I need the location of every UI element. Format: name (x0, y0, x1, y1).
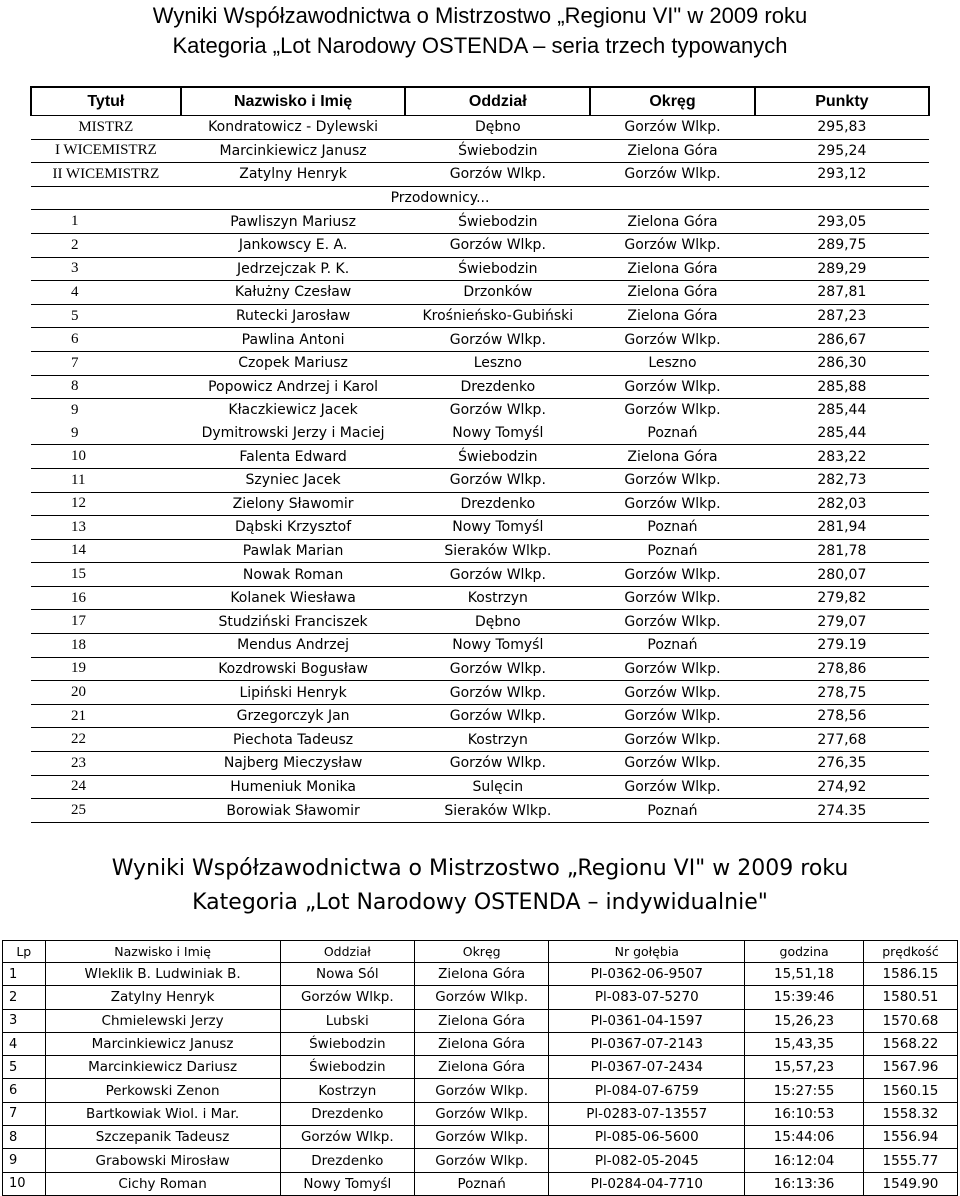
branch-cell: Gorzów Wlkp. (405, 704, 590, 728)
district-cell: Gorzów Wlkp. (590, 163, 755, 187)
time-cell: 16:13:36 (745, 1172, 864, 1195)
name-cell: Falenta Edward (181, 445, 406, 469)
section1-title-line1: Wyniki Współzawodnictwa o Mistrzostwo „Regionu VI" w 2009 roku (152, 3, 808, 28)
branch-cell: Kostrzyn (405, 728, 590, 752)
time-cell: 15:27:55 (745, 1079, 864, 1102)
points-cell: 287,81 (755, 281, 929, 305)
name-cell: Zatylny Henryk (45, 986, 280, 1009)
team-results-table (30, 86, 930, 823)
branch-cell: Nowy Tomyśl (405, 634, 590, 658)
district-cell: Gorzów Wlkp. (414, 1079, 548, 1102)
header-title: Tytuł (31, 87, 181, 116)
time-cell: 15,43,35 (745, 1032, 864, 1055)
points-cell: 274.35 (755, 799, 929, 823)
branch-cell: Krośnieńsko-Gubiński (405, 304, 590, 328)
header-speed: prędkość (863, 941, 957, 963)
rank-cell: 3 (31, 257, 181, 281)
rank-cell: 20 (31, 681, 181, 705)
header-district: Okręg (590, 87, 755, 116)
name-cell: Rutecki Jarosław (181, 304, 406, 328)
time-cell: 16:12:04 (745, 1149, 864, 1172)
name-cell: Zielony Sławomir (181, 492, 406, 516)
branch-cell: Drezdenko (405, 492, 590, 516)
points-cell: 285,44 (817, 402, 867, 419)
name-cell: Grzegorczyk Jan (181, 704, 406, 728)
points-cell: 285,44 (755, 422, 929, 445)
district-cell: Gorzów Wlkp. (590, 728, 755, 752)
table-row (31, 468, 929, 492)
district-cell: Poznań (590, 634, 755, 658)
speed-cell: 1549.90 (863, 1172, 957, 1195)
table-row (31, 704, 929, 728)
table-row (3, 1126, 958, 1149)
time-cell: 15,51,18 (745, 963, 864, 986)
table-row (31, 328, 929, 352)
district-cell: Poznań (414, 1172, 548, 1195)
district-cell: Gorzów Wlkp. (590, 681, 755, 705)
header-time: godzina (745, 941, 864, 963)
titled-row (31, 163, 929, 187)
rank-cell: 7 (31, 351, 181, 375)
section2-title-line2: Kategoria „Lot Narodowy OSTENDA – indywidualnie" (192, 890, 768, 915)
rank-cell: 6 (3, 1079, 46, 1102)
table-row (31, 657, 929, 681)
rank-cell: 17 (31, 610, 181, 634)
points-cell: 289,29 (755, 257, 929, 281)
time-cell: 15:39:46 (745, 986, 864, 1009)
branch-cell: Nowa Sól (280, 963, 414, 986)
header-district: Okręg (414, 941, 548, 963)
points-cell: 286,67 (755, 328, 929, 352)
name-cell: Humeniuk Monika (181, 775, 406, 799)
branch-cell: Dębno (405, 610, 590, 634)
individual-results-header (3, 941, 958, 963)
rank-cell: 2 (31, 233, 181, 257)
branch-cell: Dębno (405, 116, 590, 140)
table-row (3, 986, 958, 1009)
rank-cell: 19 (31, 657, 181, 681)
branch-cell: Świebodzin (405, 257, 590, 281)
rank-cell: 23 (31, 752, 181, 776)
points-cell: 286,30 (755, 351, 929, 375)
table-row (31, 281, 929, 305)
rank-cell: 5 (3, 1056, 46, 1079)
district-cell: Gorzów Wlkp. (590, 233, 755, 257)
name-cell: Lipiński Henryk (181, 681, 406, 705)
rank-cell: 12 (31, 492, 181, 516)
section2-title-line1: Wyniki Współzawodnictwa o Mistrzostwo „Regionu VI" w 2009 roku (111, 856, 849, 881)
district-cell: Zielona Góra (590, 281, 755, 305)
points-cell: 281,94 (755, 516, 929, 540)
rank-cell: 10 (3, 1172, 46, 1195)
rank-cell: 2 (3, 986, 46, 1009)
rank-cell: 1 (31, 210, 181, 234)
points-cell: 277,68 (755, 728, 929, 752)
district-cell: Gorzów Wlkp. (590, 492, 755, 516)
rank-cell: 16 (31, 586, 181, 610)
district-cell: Gorzów Wlkp. (590, 610, 755, 634)
district-cell: Gorzów Wlkp. (590, 116, 755, 140)
points-cell: 274,92 (755, 775, 929, 799)
district-cell: Zielona Góra (414, 1009, 548, 1032)
district-cell: Poznań (590, 516, 755, 540)
branch-cell: Gorzów Wlkp. (405, 233, 590, 257)
district-cell: Gorzów Wlkp. (414, 986, 548, 1009)
ring-cell: Pl-0361-04-1597 (549, 1009, 745, 1032)
name-cell: Pawlak Marian (181, 539, 406, 563)
name-cell: Nowak Roman (181, 563, 406, 587)
leaders-row (31, 186, 929, 210)
district-cell: Gorzów Wlkp. (414, 1102, 548, 1125)
individual-results-table (2, 940, 958, 1196)
time-cell: 15:44:06 (745, 1126, 864, 1149)
name-cell: Kondratowicz - Dylewski (181, 116, 406, 140)
speed-cell: 1570.68 (863, 1009, 957, 1032)
titled-row (31, 139, 929, 163)
table-row (31, 539, 929, 563)
branch-cell: Gorzów Wlkp. (280, 986, 414, 1009)
district-cell: Gorzów Wlkp. (590, 375, 755, 399)
speed-cell: 1567.96 (863, 1056, 957, 1079)
name-cell: Piechota Tadeusz (181, 728, 406, 752)
district-cell: Leszno (590, 351, 755, 375)
header-points: Punkty (755, 87, 929, 116)
header-name: Nazwisko i Imię (181, 87, 406, 116)
name-cell: Kolanek Wiesława (181, 586, 406, 610)
title-cell: MISTRZ (31, 116, 181, 140)
points-cell: 293,05 (755, 210, 929, 234)
branch-cell: Drezdenko (405, 375, 590, 399)
name-cell: Szyniec Jacek (181, 468, 406, 492)
branch-cell: Nowy Tomyśl (405, 422, 590, 445)
table-row (3, 1009, 958, 1032)
name-cell: Kozdrowski Bogusław (181, 657, 406, 681)
table-row (31, 257, 929, 281)
table-row (31, 563, 929, 587)
name-cell: Cichy Roman (45, 1172, 280, 1195)
branch-cell: Świebodzin (405, 445, 590, 469)
district-cell: Zielona Góra (590, 210, 755, 234)
branch-cell: Drzonków (405, 281, 590, 305)
table-row (31, 304, 929, 328)
branch-cell: Gorzów Wlkp. (405, 681, 590, 705)
speed-cell: 1580.51 (863, 986, 957, 1009)
branch-cell: Świebodzin (280, 1056, 414, 1079)
titled-row (31, 116, 929, 140)
ring-cell: Pl-085-06-5600 (549, 1126, 745, 1149)
district-cell: Gorzów Wlkp. (590, 328, 755, 352)
district-cell: Gorzów Wlkp. (590, 468, 755, 492)
speed-cell: 1556.94 (863, 1126, 957, 1149)
table-row (31, 351, 929, 375)
table-row (31, 634, 929, 658)
points-cell: 289,75 (755, 233, 929, 257)
district-cell: Gorzów Wlkp. (590, 775, 755, 799)
ring-cell: Pl-0284-04-7710 (549, 1172, 745, 1195)
branch-cell: Gorzów Wlkp. (449, 402, 546, 419)
rank-cell: 9 (3, 1149, 46, 1172)
section1-title-line2: Kategoria „Lot Narodowy OSTENDA – seria trzech typowanych (172, 33, 788, 58)
district-cell: Poznań (590, 539, 755, 563)
branch-cell: Nowy Tomyśl (405, 516, 590, 540)
rank-cell: 22 (31, 728, 181, 752)
district-cell: Gorzów Wlkp. (590, 657, 755, 681)
district-cell: Zielona Góra (414, 963, 548, 986)
district-cell: Zielona Góra (590, 304, 755, 328)
rank-cell: 5 (31, 304, 181, 328)
branch-cell: Kostrzyn (405, 586, 590, 610)
rank-cell: 6 (31, 328, 181, 352)
name-cell: Jedrzejczak P. K. (181, 257, 406, 281)
branch-cell: Sulęcin (405, 775, 590, 799)
rank-cell: 4 (31, 281, 181, 305)
table-row (3, 1032, 958, 1055)
district-cell: Gorzów Wlkp. (590, 586, 755, 610)
branch-cell: Sieraków Wlkp. (405, 799, 590, 823)
branch-cell: Świebodzin (280, 1032, 414, 1055)
rank-cell: 25 (31, 799, 181, 823)
ring-cell: Pl-083-07-5270 (549, 986, 745, 1009)
table-row (3, 1172, 958, 1195)
team-results-header (31, 87, 929, 116)
table-row (3, 1102, 958, 1125)
branch-cell: Gorzów Wlkp. (405, 657, 590, 681)
points-cell: 287,23 (755, 304, 929, 328)
points-cell: 279,07 (755, 610, 929, 634)
table-row (31, 752, 929, 776)
rank-cell: 13 (31, 516, 181, 540)
points-cell: 283,22 (755, 445, 929, 469)
district-cell: Gorzów Wlkp. (590, 563, 755, 587)
speed-cell: 1558.32 (863, 1102, 957, 1125)
rank-cell: 1 (3, 963, 46, 986)
district-cell: Poznań (590, 422, 755, 445)
district-cell: Zielona Góra (414, 1056, 548, 1079)
name-cell: Marcinkiewicz Janusz (181, 139, 406, 163)
ring-cell: Pl-0362-06-9507 (549, 963, 745, 986)
district-cell: Gorzów Wlkp. (624, 402, 721, 419)
table-row (3, 1056, 958, 1079)
district-cell: Gorzów Wlkp. (590, 752, 755, 776)
table-row (3, 963, 958, 986)
name-cell: Pawliszyn Mariusz (181, 210, 406, 234)
title-cell: I WICEMISTRZ (31, 139, 181, 163)
branch-cell: Gorzów Wlkp. (405, 163, 590, 187)
branch-cell: Lubski (280, 1009, 414, 1032)
speed-cell: 1560.15 (863, 1079, 957, 1102)
header-ring: Nr gołębia (549, 941, 745, 963)
table-row (31, 586, 929, 610)
name-cell: Chmielewski Jerzy (45, 1009, 280, 1032)
branch-cell: Drezdenko (280, 1149, 414, 1172)
leaders-label: Przodownicy... (31, 186, 929, 210)
speed-cell: 1586.15 (863, 963, 957, 986)
points-cell: 278,86 (755, 657, 929, 681)
district-cell: Zielona Góra (590, 445, 755, 469)
ring-cell: Pl-0283-07-13557 (549, 1102, 745, 1125)
ring-cell: Pl-084-07-6759 (549, 1079, 745, 1102)
table-row (31, 610, 929, 634)
name-cell: Kałużny Czesław (181, 281, 406, 305)
name-cell: Szczepanik Tadeusz (45, 1126, 280, 1149)
name-cell: Studziński Franciszek (181, 610, 406, 634)
name-cell: Najberg Mieczysław (181, 752, 406, 776)
rank-cell: 21 (31, 704, 181, 728)
table-row (31, 445, 929, 469)
table-row (31, 516, 929, 540)
name-cell: Kłaczkiewicz Jacek (228, 402, 358, 419)
table-row (31, 375, 929, 399)
district-cell: Zielona Góra (590, 257, 755, 281)
points-cell: 276,35 (755, 752, 929, 776)
speed-cell: 1555.77 (863, 1149, 957, 1172)
points-cell: 295,83 (755, 116, 929, 140)
branch-cell: Gorzów Wlkp. (280, 1126, 414, 1149)
table-row (31, 492, 929, 516)
table-row (3, 1149, 958, 1172)
table-row (3, 1079, 958, 1102)
district-cell: Gorzów Wlkp. (414, 1126, 548, 1149)
table-row (31, 233, 929, 257)
points-cell: 285,88 (755, 375, 929, 399)
points-cell: 280,07 (755, 563, 929, 587)
name-cell: Grabowski Mirosław (45, 1149, 280, 1172)
rank-cell: 3 (3, 1009, 46, 1032)
name-cell: Perkowski Zenon (45, 1079, 280, 1102)
table-row (31, 799, 929, 823)
branch-cell: Kostrzyn (280, 1079, 414, 1102)
header-branch: Oddział (405, 87, 590, 116)
branch-cell: Gorzów Wlkp. (405, 468, 590, 492)
branch-cell: Leszno (405, 351, 590, 375)
branch-cell: Gorzów Wlkp. (405, 328, 590, 352)
header-branch: Oddział (280, 941, 414, 963)
branch-cell: Gorzów Wlkp. (405, 563, 590, 587)
name-cell: Marcinkiewicz Janusz (45, 1032, 280, 1055)
table-row (31, 210, 929, 234)
name-cell: Wleklik B. Ludwiniak B. (45, 963, 280, 986)
name-cell: Pawlina Antoni (181, 328, 406, 352)
points-cell: 279.19 (755, 634, 929, 658)
rank-cell: 4 (3, 1032, 46, 1055)
name-cell: Dąbski Krzysztof (181, 516, 406, 540)
header-lp: Lp (3, 941, 46, 963)
time-cell: 15,26,23 (745, 1009, 864, 1032)
name-cell: Mendus Andrzej (181, 634, 406, 658)
name-cell: Czopek Mariusz (181, 351, 406, 375)
rank-cell: 9 (31, 422, 181, 445)
time-cell: 15,57,23 (745, 1056, 864, 1079)
table-row (31, 775, 929, 799)
rank-cell: 8 (3, 1126, 46, 1149)
name-cell: Jankowscy E. A. (181, 233, 406, 257)
name-cell: Borowiak Sławomir (181, 799, 406, 823)
title-cell: II WICEMISTRZ (31, 163, 181, 187)
name-cell: Dymitrowski Jerzy i Maciej (181, 422, 406, 445)
rank-cell: 10 (31, 445, 181, 469)
points-cell: 279,82 (755, 586, 929, 610)
rank-cell: 24 (31, 775, 181, 799)
header-name: Nazwisko i Imię (45, 941, 280, 963)
district-cell: Gorzów Wlkp. (590, 704, 755, 728)
speed-cell: 1568.22 (863, 1032, 957, 1055)
rank-cell: 7 (3, 1102, 46, 1125)
district-cell: Poznań (590, 799, 755, 823)
time-cell: 16:10:53 (745, 1102, 864, 1125)
points-cell: 282,73 (755, 468, 929, 492)
table-row (31, 422, 929, 445)
branch-cell: Świebodzin (405, 210, 590, 234)
ring-cell: Pl-0367-07-2434 (549, 1056, 745, 1079)
district-cell: Zielona Góra (590, 139, 755, 163)
table-row (31, 728, 929, 752)
rank-cell: 14 (31, 539, 181, 563)
name-cell: Bartkowiak Wiol. i Mar. (45, 1102, 280, 1125)
branch-cell: Świebodzin (405, 139, 590, 163)
rank-cell: 15 (31, 563, 181, 587)
table-row (31, 681, 929, 705)
branch-cell: Drezdenko (280, 1102, 414, 1125)
branch-cell: Sieraków Wlkp. (405, 539, 590, 563)
rank-cell: 11 (31, 468, 181, 492)
name-cell: Marcinkiewicz Dariusz (45, 1056, 280, 1079)
district-cell: Gorzów Wlkp. (414, 1149, 548, 1172)
ring-cell: Pl-0367-07-2143 (549, 1032, 745, 1055)
points-cell: 278,56 (755, 704, 929, 728)
ring-cell: Pl-082-05-2045 (549, 1149, 745, 1172)
rank-cell: 18 (31, 634, 181, 658)
branch-cell: Gorzów Wlkp. (405, 752, 590, 776)
points-cell: 295,24 (755, 139, 929, 163)
district-cell: Zielona Góra (414, 1032, 548, 1055)
points-cell: 282,03 (755, 492, 929, 516)
table-row (31, 399, 929, 422)
name-cell: Zatylny Henryk (181, 163, 406, 187)
name-cell: Popowicz Andrzej i Karol (181, 375, 406, 399)
rank-cell: 9 (71, 401, 79, 418)
points-cell: 278,75 (755, 681, 929, 705)
points-cell: 293,12 (755, 163, 929, 187)
rank-cell: 8 (31, 375, 181, 399)
branch-cell: Nowy Tomyśl (280, 1172, 414, 1195)
points-cell: 281,78 (755, 539, 929, 563)
